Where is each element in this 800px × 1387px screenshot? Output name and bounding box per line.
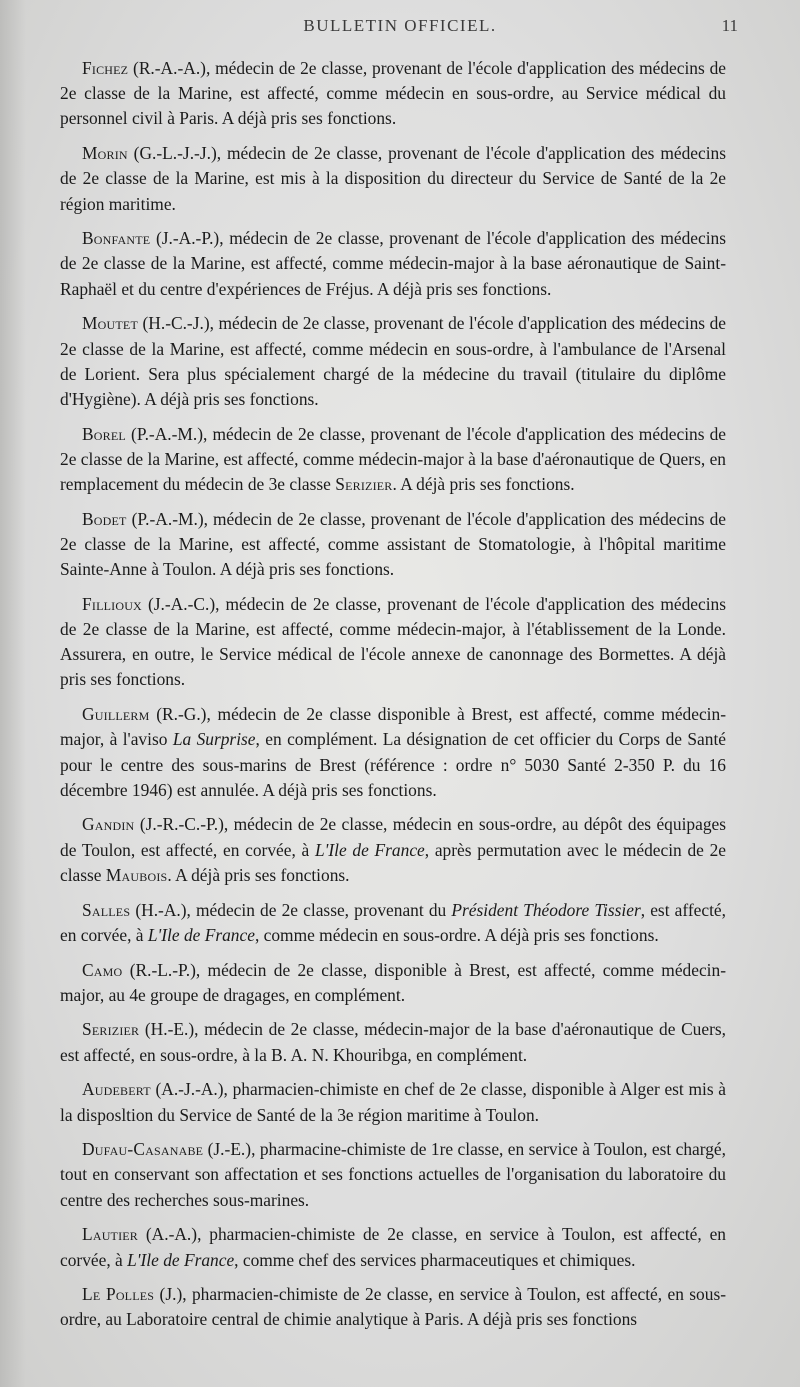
entry-borel: [60, 422, 726, 498]
entry-text: , est affecté, en corvée, à: [60, 899, 726, 945]
officer-name: Gandin: [82, 814, 135, 835]
ship-name: La Surprise: [172, 729, 256, 750]
officer-name: Moutet: [82, 313, 138, 334]
entry-text: , en complément. La désignation de cet officier du Corps de Santé pour le centre des sous-marins de Brest (référence : ordre n° 5030 Santé 2-350 P. du 16 décembre 1946) est annulée. A déjà pris ses fonctions.: [60, 729, 727, 800]
ship-name: L'Ile de France: [127, 1249, 235, 1270]
entry-text: (A.-A.), pharmacien-chimiste de 2e classe, en service à Toulon, est affecté, en corvée, à: [60, 1224, 726, 1270]
body-text: [60, 56, 726, 1342]
referenced-officer-name: Maubois: [105, 864, 168, 885]
entry-text: , comme chef des services pharmaceutiques et chimiques.: [234, 1249, 636, 1270]
page-header: [0, 10, 800, 40]
entry-text: . A déjà pris ses fonctions.: [392, 474, 575, 495]
entry-moutet: [60, 311, 726, 412]
entry-fillioux: [60, 592, 726, 693]
officer-name: Lautier: [82, 1224, 139, 1245]
page-edge-shadow: [0, 0, 26, 1387]
entry-text: (R.-L.-P.), médecin de 2e classe, disponible à Brest, est affecté, comme médecin-major, au 4e groupe de dragages, en complément.: [60, 959, 726, 1005]
entry-bonfante: [60, 226, 726, 302]
officer-name: Fichez: [82, 58, 129, 78]
entry-text: (A.-J.-A.), pharmacien-chimiste en chef de 2e classe, disponible à Alger est mis à la disposltion du Service de Santé de la 3e région maritime à Toulon.: [60, 1079, 726, 1125]
entry-salles: [60, 898, 726, 948]
ship-name: L'Ile de France: [147, 924, 255, 945]
ship-name: L'Ile de France: [314, 839, 425, 860]
entry-camo: [60, 958, 726, 1008]
entry-serizier: [60, 1017, 726, 1067]
entry-text: (J.-R.-C.-P.), médecin de 2e classe, médecin en sous-ordre, au dépôt des équipages de Toulon, est affecté, en corvée, à: [60, 814, 726, 860]
entry-lautier: [60, 1222, 726, 1272]
referenced-officer-name: Serizier: [335, 474, 393, 495]
officer-name: Camo: [82, 959, 123, 980]
entry-text: (H.-C.-J.), médecin de 2e classe, provenant de l'école d'application des médecins de 2e classe de la Marine, est affecté, comme médecin en sous-ordre, à l'ambulance de l'Arsenal de Lorient. Sera plus spécialement chargé de la médecine du travail (titulaire du diplôme d'Hygiène). A déjà pris ses fonctions.: [60, 313, 726, 409]
entry-text: (P.-A.-M.), médecin de 2e classe, provenant de l'école d'application des médecins de 2e classe de la Marine, est affecté, comme médecin-major à la base d'aéronautique de Quers, en remplacement du médecin de 3e classe: [60, 423, 726, 495]
entry-dufau-casanabe: [60, 1137, 726, 1213]
officer-name: Dufau-Casanabe: [82, 1139, 204, 1160]
entry-text: . A déjà pris ses fonctions.: [167, 864, 350, 885]
entry-text: (R.-G.), médecin de 2e classe disponible à Brest, est affecté, comme médecin-major, à l'aviso: [60, 704, 726, 750]
entry-morin: [60, 141, 726, 217]
entry-text: (J.-A.-C.), médecin de 2e classe, provenant de l'école d'application des médecins de 2e classe de la Marine, est affecté, comme médecin-major, à l'établissement de la Londe. Assurera, en outre, le Service médical de l'école annexe de canonnage des Bormettes. A déjà pris ses fonctions.: [60, 593, 726, 690]
entry-text: (G.-L.-J.-J.), médecin de 2e classe, provenant de l'école d'application des médecins de 2e classe de la Marine, est mis à la disposition du directeur du Service de Santé de la 2e région maritime.: [60, 143, 726, 214]
officer-name: Salles: [82, 899, 131, 920]
entry-text: , comme médecin en sous-ordre. A déjà pris ses fonctions.: [254, 924, 659, 945]
officer-name: Fillioux: [82, 593, 142, 614]
running-title: BULLETIN OFFICIEL.: [303, 16, 497, 35]
entry-text: (R.-A.-A.), médecin de 2e classe, provenant de l'école d'application des médecins de 2e classe de la Marine, est affecté, comme médecin en sous-ordre, au Service médical du personnel civil à Paris. A déjà pris ses fonctions.: [60, 58, 726, 129]
officer-name: Morin: [82, 143, 128, 164]
entry-text: (H.-E.), médecin de 2e classe, médecin-major de la base d'aéronautique de Cuers, est affecté, en sous-ordre, à la B. A. N. Khouribga, en complément.: [60, 1019, 726, 1065]
ship-name: Président Théodore Tissier: [451, 899, 641, 920]
entry-guillerm: [60, 702, 726, 803]
officer-name: Guillerm: [82, 704, 150, 725]
entry-bodet: [60, 507, 726, 583]
officer-name: Serizier: [82, 1019, 140, 1040]
officer-name: Audebert: [82, 1079, 151, 1100]
entry-gandin: [60, 812, 726, 888]
officer-name: Bodet: [82, 508, 127, 529]
page-number: 11: [721, 16, 738, 35]
officer-name: Borel: [82, 423, 126, 444]
entry-text: (J.-E.), pharmacine-chimiste de 1re classe, en service à Toulon, est chargé, tout en conservant son affectation et ses fonctions actuelles de l'organisation du laboratoire du centre des recherches sous-marines.: [60, 1139, 726, 1210]
entry-text: (H.-A.), médecin de 2e classe, provenant du: [130, 899, 452, 920]
entry-text: (J.-A.-P.), médecin de 2e classe, provenant de l'école d'application des médecins de 2e classe de la Marine, est affecté, comme médecin-major à la base aéronautique de Saint-Raphaël et du centre d'expériences de Fréjus. A déjà pris ses fonctions.: [60, 228, 726, 299]
entry-text: (J.), pharmacien-chimiste de 2e classe, en service à Toulon, est affecté, en sous-ordre, au Laboratoire central de chimie analytique à Paris. A déjà pris ses fonctions: [60, 1284, 726, 1330]
entry-fichez: [60, 56, 726, 132]
entry-text: , après permutation avec le médecin de 2e classe: [60, 839, 726, 885]
officer-name: Bonfante: [82, 228, 151, 249]
entry-audebert: [60, 1077, 726, 1127]
officer-name: Le Polles: [82, 1284, 155, 1305]
entry-le-polles: [60, 1282, 726, 1332]
entry-text: (P.-A.-M.), médecin de 2e classe, provenant de l'école d'application des médecins de 2e classe de la Marine, est affecté, comme assistant de Stomatologie, à l'hôpital maritime Sainte-Anne à Toulon. A déjà pris ses fonctions.: [60, 508, 726, 580]
